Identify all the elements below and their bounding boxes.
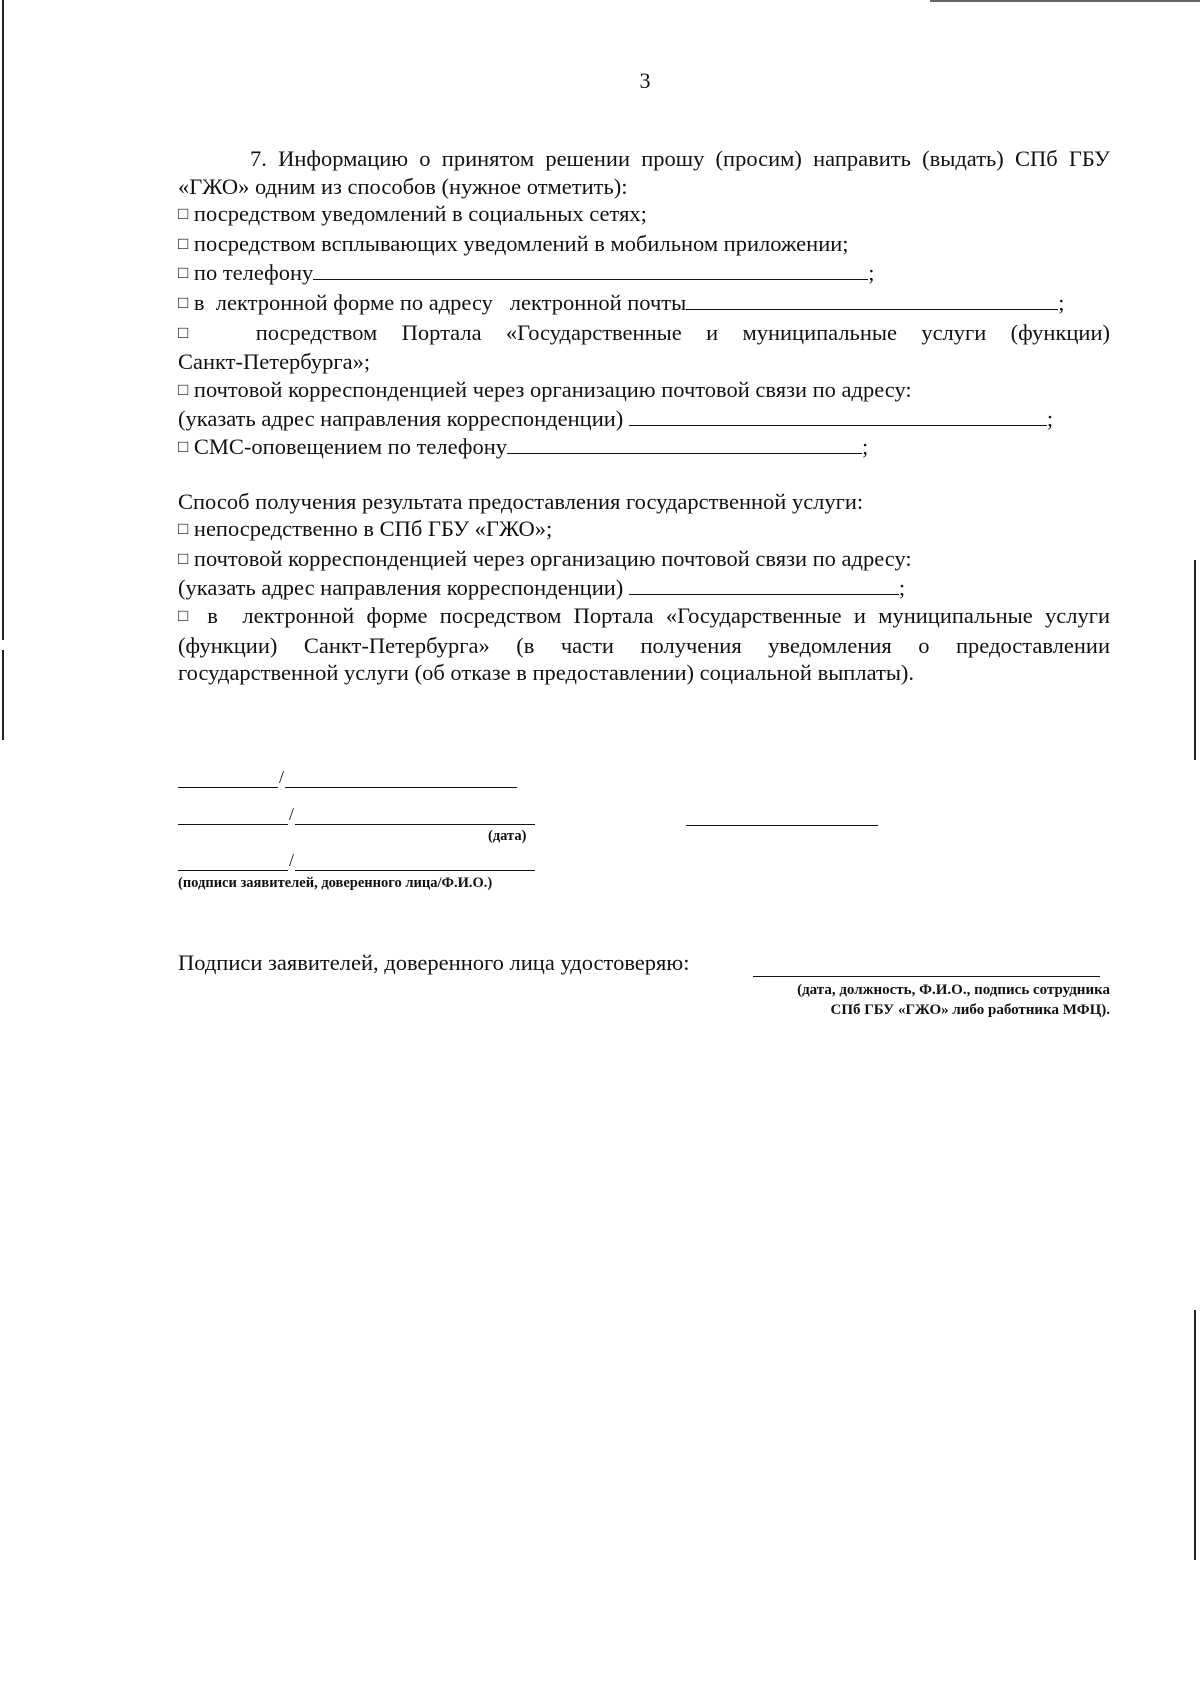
option-portal-cont: Санкт-Петербурга»; bbox=[178, 349, 371, 375]
result-mail-semicolon: ; bbox=[898, 575, 906, 601]
option-sms bbox=[178, 433, 1110, 463]
checkbox-social[interactable]: □ bbox=[178, 204, 189, 224]
fio-line-2[interactable] bbox=[295, 804, 535, 825]
option-email-label-c: лектронной почты bbox=[509, 289, 687, 315]
result-direct bbox=[178, 515, 1110, 545]
result-electronic bbox=[178, 602, 1110, 687]
option-mail-address bbox=[178, 405, 1110, 433]
option-social bbox=[178, 200, 1110, 230]
option-popup-label: посредством всплывающих уведомлений в мобильном приложении; bbox=[193, 230, 849, 256]
signature-line-1[interactable] bbox=[178, 767, 278, 788]
option-email-label-a: в bbox=[193, 289, 205, 315]
certification-label: Подписи заявителей, доверенного лица удостоверяю: bbox=[178, 950, 690, 975]
scan-edge-right bbox=[1194, 560, 1196, 760]
certification-note-line-2: СПб ГБУ «ГЖО» либо работника МФЦ). bbox=[830, 1002, 1110, 1018]
mail-address-hint: (указать адрес направления корреспонденции) bbox=[178, 406, 624, 432]
scan-edge-left-lower bbox=[2, 650, 4, 740]
result-electronic-label-b: лектронной форме посредством Портала «Государственные и муниципальные услуги (функции) Санкт-Петербурга» (в части получения уведомления о предоставлении государственной услуги (об отказе в предоставлении) социальной выплаты). bbox=[178, 602, 1110, 686]
option-mail bbox=[178, 376, 1110, 406]
scan-edge-top bbox=[930, 0, 1200, 2]
checkbox-portal[interactable]: □ bbox=[178, 322, 207, 342]
phone-semicolon: ; bbox=[868, 260, 875, 286]
sms-semicolon: ; bbox=[862, 433, 869, 459]
option-social-label: посредством уведомлений в социальных сетях; bbox=[193, 201, 647, 227]
signature-row-1 bbox=[178, 765, 517, 788]
certification-note-line-1: (дата, должность, Ф.И.О., подпись сотрудника bbox=[797, 982, 1110, 998]
certification-signature-line[interactable] bbox=[753, 976, 1100, 977]
result-heading: Способ получения результата предоставления государственной услуги: bbox=[178, 488, 864, 514]
checkbox-result-direct[interactable]: □ bbox=[178, 519, 189, 539]
option-popup bbox=[178, 230, 1110, 260]
result-electronic-label-a: в bbox=[207, 602, 218, 628]
fio-line-3[interactable] bbox=[295, 850, 535, 871]
phone-field[interactable] bbox=[313, 261, 868, 280]
result-mail-address-hint: (указать адрес направления корреспонденции) bbox=[178, 575, 624, 601]
option-email bbox=[178, 289, 1110, 319]
option-phone bbox=[178, 259, 1110, 289]
signatures-caption: (подписи заявителей, доверенного лица/Ф.И.О.) bbox=[178, 875, 493, 891]
scan-edge-left bbox=[2, 0, 4, 640]
signature-block bbox=[178, 765, 938, 905]
slash-2: / bbox=[289, 804, 295, 824]
checkbox-sms[interactable]: □ bbox=[178, 436, 189, 456]
option-sms-label: СМС-оповещением по телефону bbox=[193, 433, 508, 459]
mail-semicolon: ; bbox=[1046, 406, 1054, 432]
checkbox-mail[interactable]: □ bbox=[178, 379, 189, 399]
slash-3: / bbox=[289, 850, 295, 870]
checkbox-result-mail[interactable]: □ bbox=[178, 548, 189, 568]
option-portal bbox=[178, 319, 1110, 349]
page-number: 3 bbox=[639, 68, 651, 93]
option-email-label-b: лектронной форме по адресу bbox=[215, 289, 493, 315]
checkbox-result-electronic[interactable]: □ bbox=[178, 605, 195, 625]
checkbox-email[interactable]: □ bbox=[178, 292, 189, 312]
option-portal-label: посредством Портала «Государственные и муниципальные услуги (функции) bbox=[255, 319, 1110, 345]
result-mail bbox=[178, 545, 1110, 575]
result-mail-address bbox=[178, 574, 1110, 602]
option-mail-label: почтовой корреспонденцией через организацию почтовой связи по адресу: bbox=[193, 376, 912, 402]
checkbox-popup[interactable]: □ bbox=[178, 233, 189, 253]
form-body bbox=[178, 145, 1110, 687]
option-phone-label: по телефону bbox=[193, 260, 314, 286]
sms-phone-field[interactable] bbox=[507, 435, 862, 454]
email-semicolon: ; bbox=[1058, 289, 1065, 315]
fio-line-1[interactable] bbox=[285, 767, 517, 788]
checkbox-phone[interactable]: □ bbox=[178, 263, 189, 283]
slash-1: / bbox=[279, 767, 285, 787]
result-mail-label: почтовой корреспонденцией через организацию почтовой связи по адресу: bbox=[193, 545, 912, 571]
certification-note bbox=[797, 980, 1110, 1020]
signature-line-2[interactable] bbox=[178, 804, 288, 825]
signature-row-2 bbox=[178, 802, 535, 825]
signature-line-3[interactable] bbox=[178, 850, 288, 871]
date-line[interactable] bbox=[686, 825, 878, 826]
signature-row-3 bbox=[178, 848, 535, 871]
date-label: (дата) bbox=[488, 828, 527, 844]
email-field[interactable] bbox=[686, 291, 1058, 310]
result-direct-label: непосредственно в СПб ГБУ «ГЖО»; bbox=[193, 516, 553, 542]
mail-address-field[interactable] bbox=[629, 407, 1047, 426]
spacer bbox=[178, 463, 1110, 488]
scan-edge-right-lower bbox=[1194, 1310, 1196, 1560]
section-7-intro: 7. Информацию о принятом решении прошу (просим) направить (выдать) СПб ГБУ «ГЖО» одним из способов (нужное отметить): bbox=[178, 146, 1110, 199]
result-mail-address-field[interactable] bbox=[629, 576, 899, 595]
